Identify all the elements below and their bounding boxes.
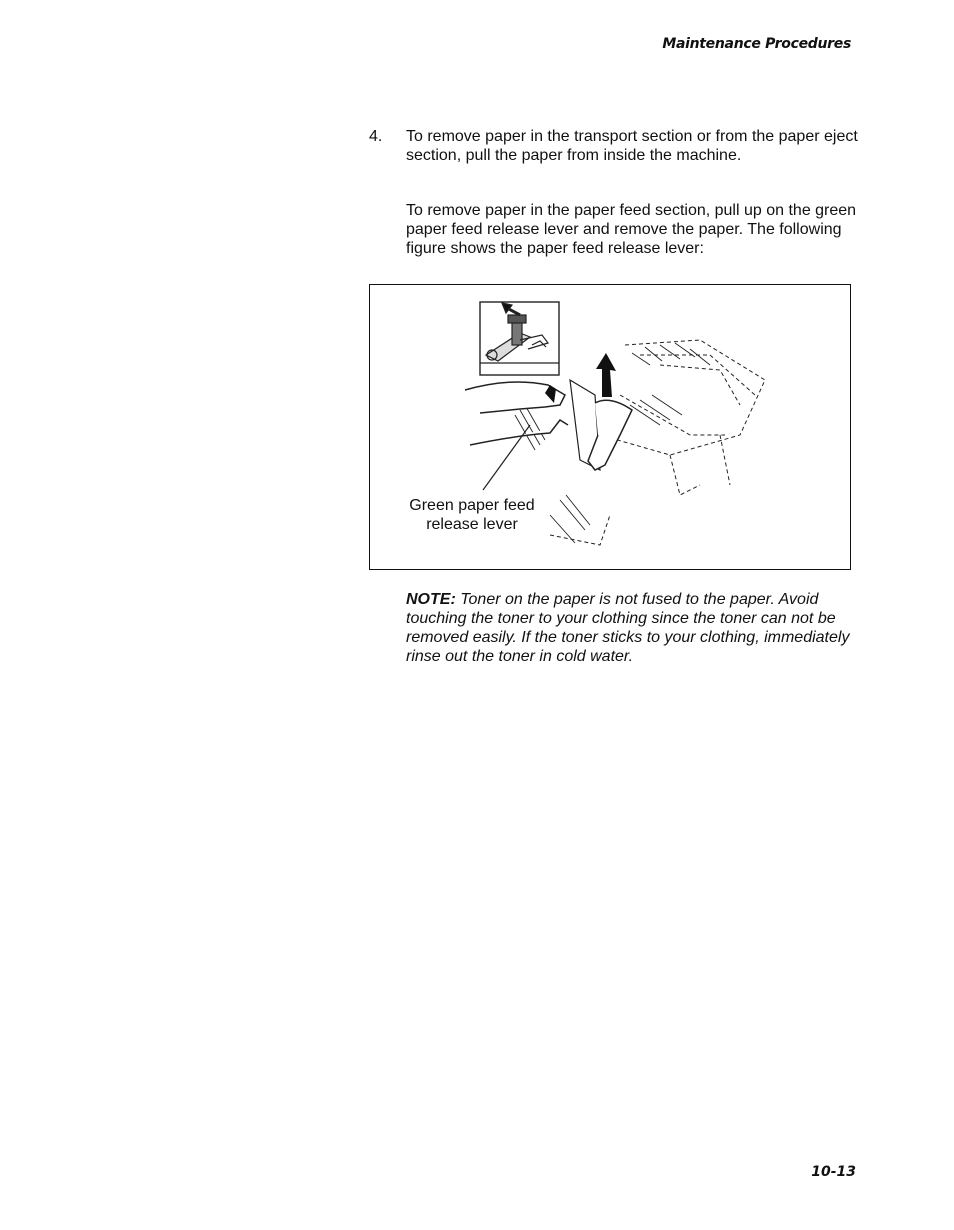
step-paragraph-2: To remove paper in the paper feed section, pull up on the green paper feed release lever and remove the paper. The following figure shows the paper feed release lever:	[406, 202, 857, 257]
step-number: 4.	[369, 128, 383, 145]
page-number: 10-13	[811, 1164, 856, 1180]
figure-frame	[369, 284, 851, 570]
lever-callout-label: Green paper feed release lever	[409, 497, 535, 533]
note-block	[406, 590, 856, 666]
step-text: To remove paper in the transport section or from the paper eject section, pull the paper from inside the machine.	[406, 128, 858, 164]
running-header: Maintenance Procedures	[662, 36, 851, 52]
note-text: Toner on the paper is not fused to the paper. Avoid touching the toner to your clothing since the toner can not be removed easily. If the toner sticks to your clothing, immediately rinse out the toner in cold water.	[406, 591, 850, 665]
lever-detail-inset	[480, 302, 559, 375]
note-label: NOTE:	[406, 591, 456, 608]
